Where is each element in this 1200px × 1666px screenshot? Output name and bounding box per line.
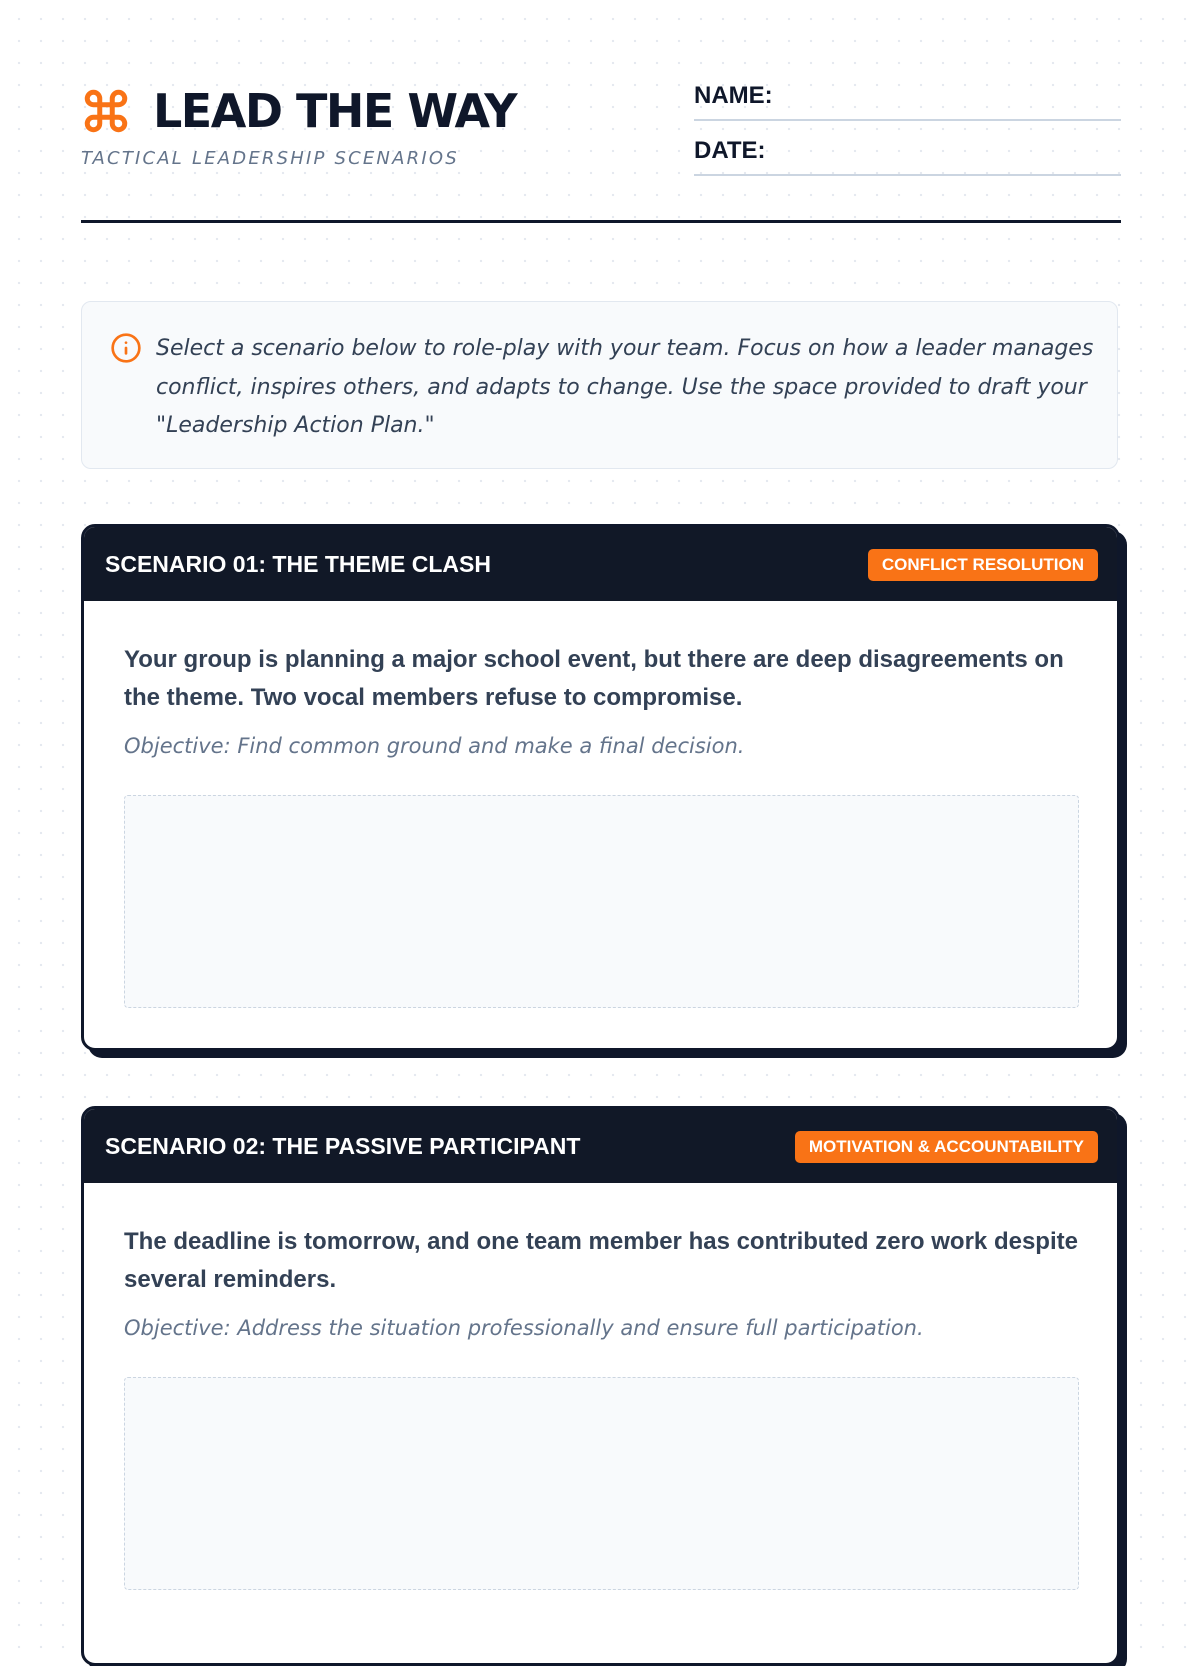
- action-plan-area[interactable]: [124, 795, 1079, 1008]
- brand-row: [81, 80, 516, 142]
- scenario-objective: Objective: Find common ground and make a final decision.: [124, 734, 745, 758]
- scenario-body: [124, 1223, 1079, 1590]
- scenario-title: SCENARIO 01: THE THEME CLASH: [105, 551, 491, 577]
- student-fields: [694, 80, 1121, 190]
- action-plan-area[interactable]: [124, 1377, 1079, 1590]
- scenario-objective: Objective: Address the situation professionally and ensure full participation.: [124, 1316, 924, 1340]
- name-label: NAME:: [694, 82, 773, 109]
- name-field[interactable]: [694, 80, 1121, 121]
- page-title: LEAD THE WAY: [153, 84, 517, 138]
- page-header: [81, 80, 1121, 223]
- instructions-text: Select a scenario below to role-play with your team. Focus on how a leader manages conflict, inspires others, and adapts to change. Use the space provided to draft your "Leadership Action Plan.": [156, 336, 1094, 438]
- info-icon: [110, 332, 142, 364]
- scenario-tag: CONFLICT RESOLUTION: [868, 549, 1098, 581]
- scenario-card: [81, 1106, 1120, 1666]
- scenario-card: [81, 524, 1120, 1051]
- scenario-tag: MOTIVATION & ACCOUNTABILITY: [795, 1131, 1098, 1163]
- scenario-title: SCENARIO 02: THE PASSIVE PARTICIPANT: [105, 1133, 581, 1159]
- scenario-description: Your group is planning a major school event, but there are deep disagreements on the theme. Two vocal members refuse to compromise.: [124, 646, 1064, 711]
- scenario-description: The deadline is tomorrow, and one team member has contributed zero work despite several reminders.: [124, 1228, 1078, 1293]
- scenario-header: [84, 527, 1117, 601]
- date-field[interactable]: [694, 135, 1121, 176]
- command-icon: [81, 86, 131, 136]
- scenario-body: [124, 641, 1079, 1008]
- date-label: DATE:: [694, 137, 766, 164]
- brand: [81, 80, 516, 169]
- instructions-box: [81, 301, 1118, 469]
- page-subtitle: TACTICAL LEADERSHIP SCENARIOS: [81, 148, 459, 169]
- scenario-header: [84, 1109, 1117, 1183]
